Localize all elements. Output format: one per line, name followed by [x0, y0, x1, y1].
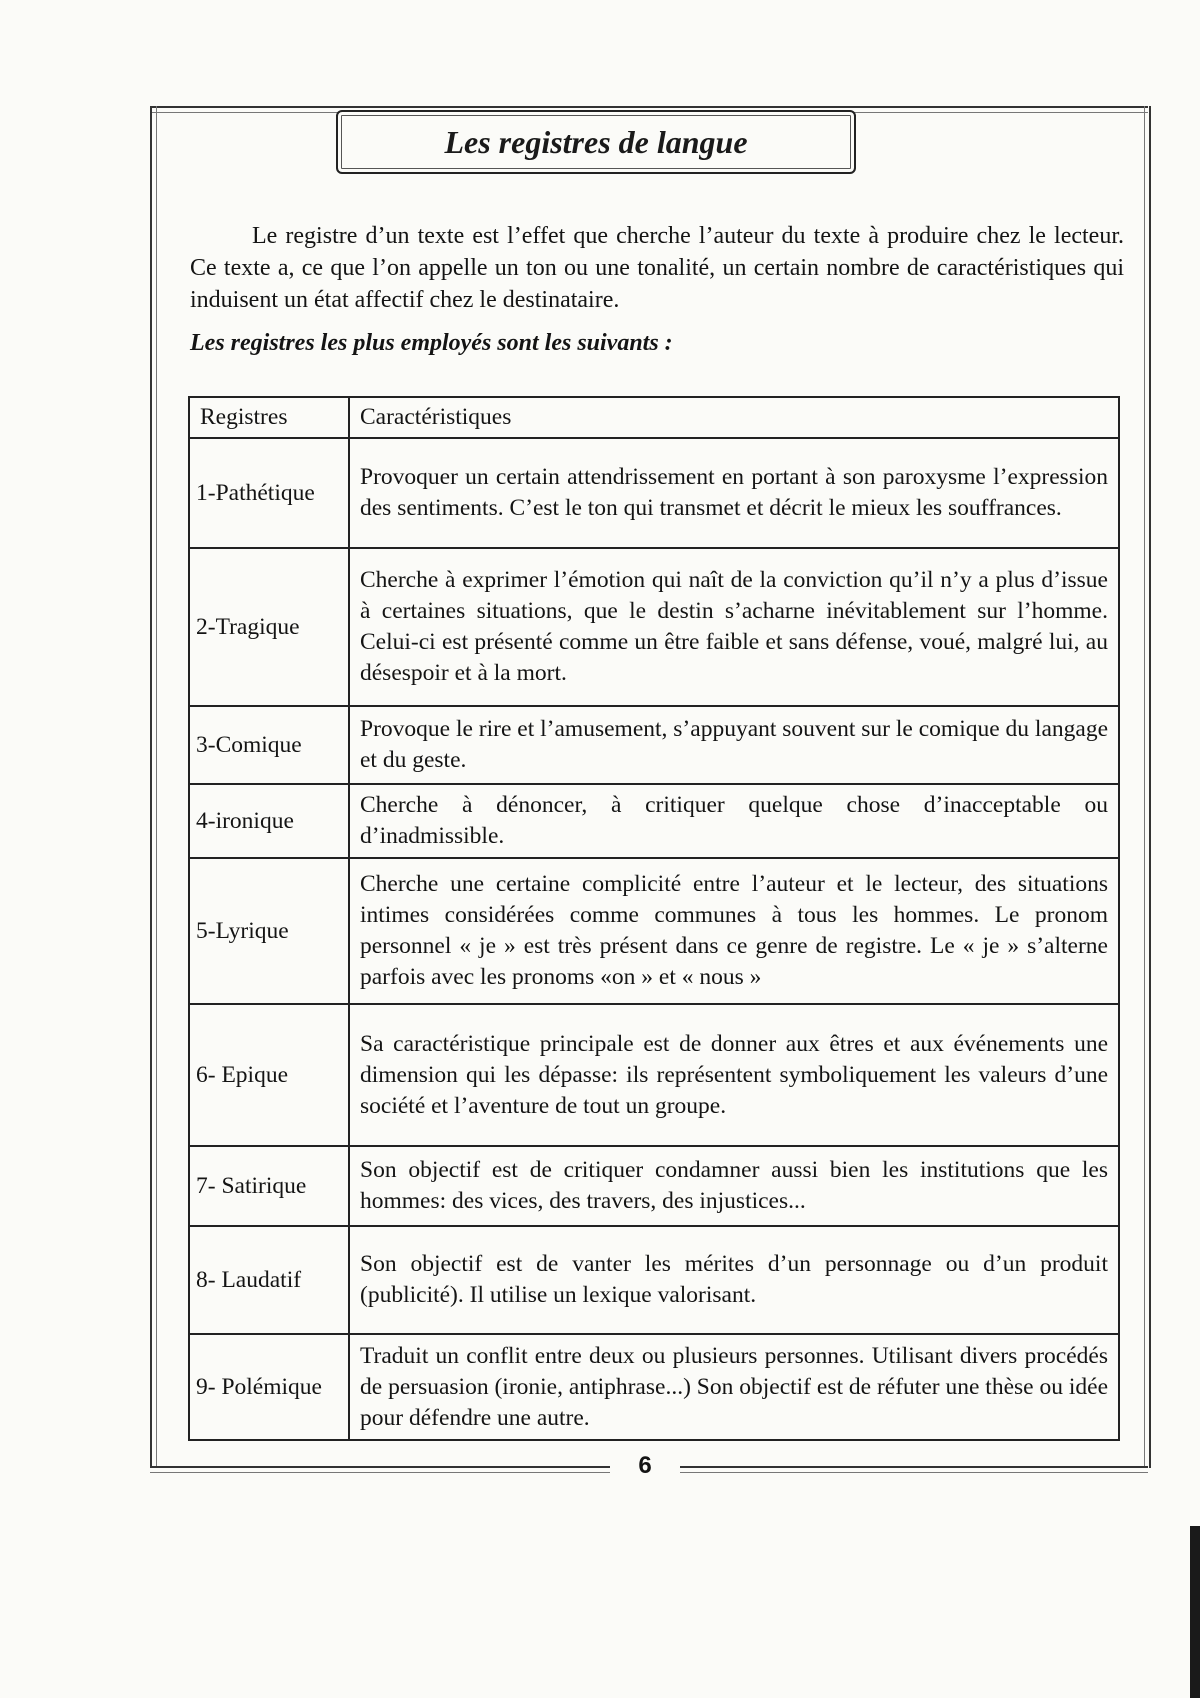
table-row [189, 1226, 1119, 1334]
scan-edge-shadow [1190, 1526, 1200, 1698]
table-header-row [189, 397, 1119, 438]
register-description: Provoquer un certain attendrissement en portant à son paroxysme l’expression des sentiments. C’est le ton qui transmet et décrit le mieux les souffrances. [349, 438, 1119, 548]
register-name: 4-ironique [189, 784, 349, 858]
intro-paragraph: Le registre d’un texte est l’effet que cherche l’auteur du texte à produire chez le lecteur. Ce texte a, ce que l’on appelle un ton ou une tonalité, un certain nombre de caractéristiques qui induisent un état affectif chez le destinataire. [190, 223, 1124, 313]
table-row [189, 1146, 1119, 1226]
register-description: Traduit un conflit entre deux ou plusieurs personnes. Utilisant divers procédés de persuasion (ironie, antiphrase...) Son objectif est de réfuter une thèse ou idée pour défendre une autre. [349, 1334, 1119, 1440]
register-name: 3-Comique [189, 706, 349, 784]
register-name: 2-Tragique [189, 548, 349, 706]
page-number: 6 [638, 1452, 652, 1479]
title-banner [336, 110, 856, 174]
register-description: Cherche à dénoncer, à critiquer quelque chose d’inacceptable ou d’inadmissible. [349, 784, 1119, 858]
table-row [189, 1004, 1119, 1146]
table-row [189, 548, 1119, 706]
page-frame-left [150, 106, 157, 1468]
registers-table [188, 396, 1120, 1441]
table-row [189, 1334, 1119, 1440]
table-row [189, 784, 1119, 858]
register-description: Cherche à exprimer l’émotion qui naît de la conviction qu’il n’y a plus d’issue à certaines situations, que le destin s’acharne inévitablement sur l’homme. Celui-ci est présenté comme un être faible et sans défense, voué, malgré lui, au désespoir et à la mort. [349, 548, 1119, 706]
register-name: 8- Laudatif [189, 1226, 349, 1334]
register-description: Son objectif est de vanter les mérites d’un personnage ou d’un produit (publicité). Il utilise un lexique valorisant. [349, 1226, 1119, 1334]
page-title: Les registres de langue [444, 123, 748, 160]
register-description: Son objectif est de critiquer condamner aussi bien les institutions que les hommes: des vices, des travers, des injustices... [349, 1146, 1119, 1226]
register-description: Cherche une certaine complicité entre l’auteur et le lecteur, des situations intimes considérées comme communes à tous les hommes. Le pronom personnel « je » est très présent dans ce genre de registre. Le « je » s’alterne parfois avec les pronoms «on » et « nous » [349, 858, 1119, 1004]
register-name: 5-Lyrique [189, 858, 349, 1004]
table-row [189, 438, 1119, 548]
column-header-registres: Registres [189, 397, 349, 438]
page-frame-bottom-right [680, 1466, 1148, 1473]
register-name: 7- Satirique [189, 1146, 349, 1226]
page-frame-right [1144, 106, 1151, 1468]
register-description: Sa caractéristique principale est de donner aux êtres et aux événements une dimension qui les dépasse: ils représentent symboliquement les valeurs d’une société et l’aventure de tout un groupe. [349, 1004, 1119, 1146]
table-row [189, 706, 1119, 784]
column-header-caracteristiques: Caractéristiques [349, 397, 1119, 438]
register-name: 9- Polémique [189, 1334, 349, 1440]
table-row [189, 858, 1119, 1004]
register-description: Provoque le rire et l’amusement, s’appuyant souvent sur le comique du langage et du geste. [349, 706, 1119, 784]
register-name: 1-Pathétique [189, 438, 349, 548]
register-name: 6- Epique [189, 1004, 349, 1146]
section-subtitle: Les registres les plus employés sont les suivants : [190, 330, 673, 356]
page-frame-bottom-left [150, 1466, 610, 1473]
